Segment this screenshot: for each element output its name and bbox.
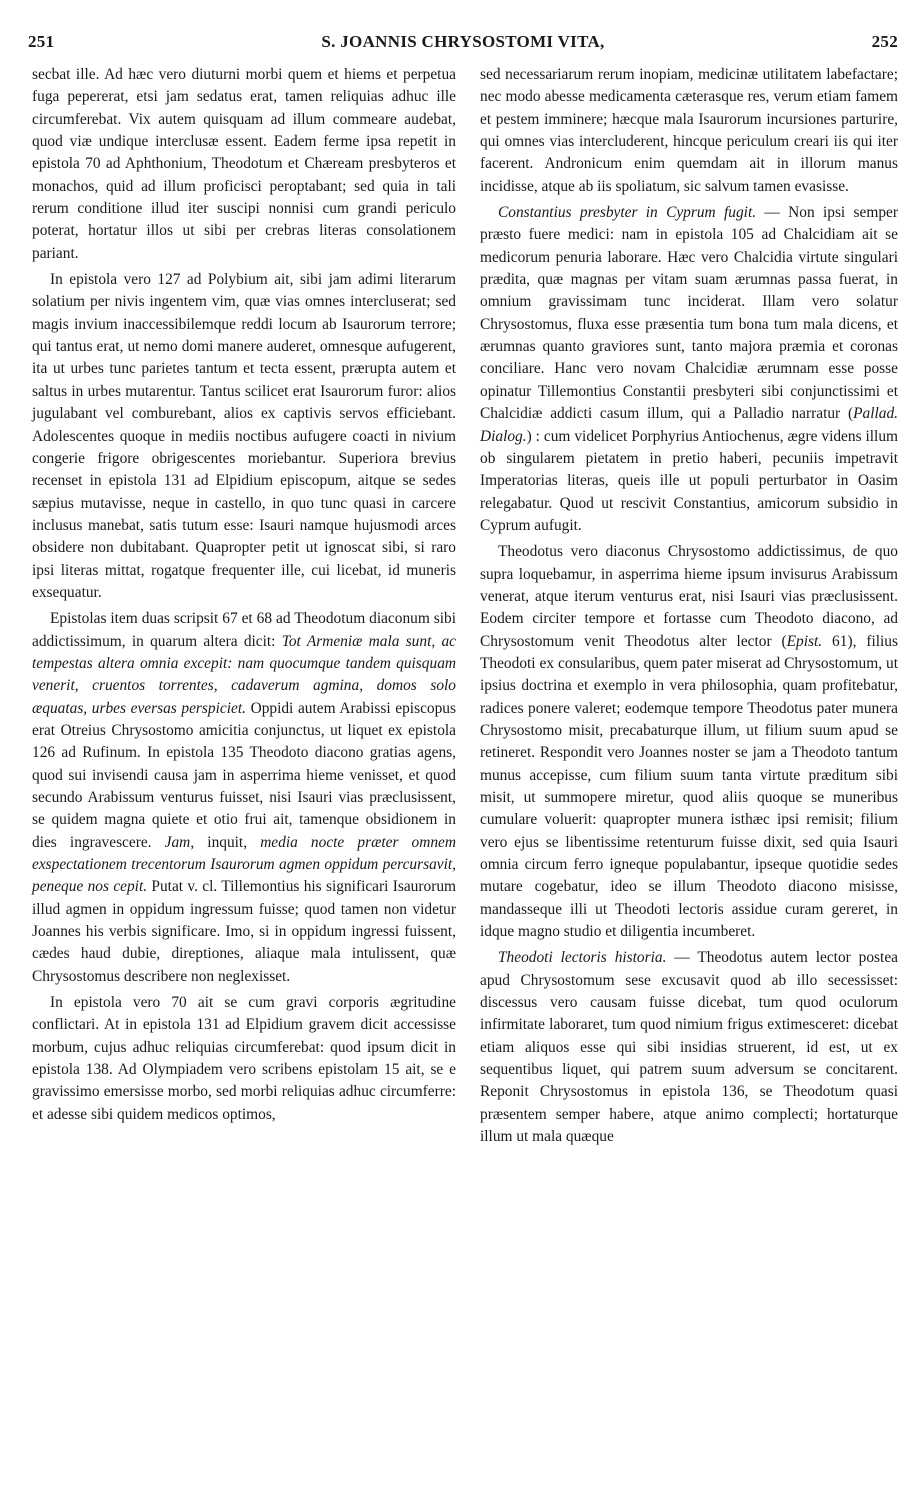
running-title: S. JOANNIS CHRYSOSTOMI VITA,	[321, 32, 605, 51]
right-column	[480, 64, 898, 1149]
paragraph	[480, 947, 898, 1148]
paragraph: In epistola vero 70 ait se cum gravi corporis ægritudine conflictari. At in epistola 131 ad Elpidium gravem dicit accessisse morbum, cujus adhuc reliquias circumferebat: quod ipsum dicit in epistola 138. Ad Olympiadem vero scribens epistolam 15 ait, se e gravissimo emersisse morbo, sed morbi reliquias adhuc circumferre: et adesse sibi quidem medicos optimos,	[32, 994, 456, 1123]
text-run: , inquit,	[190, 833, 261, 851]
text-run: Putat v. cl. Tillemontius his significari Isaurorum illud agmen in oppidum ingressum fuisse; quod tamen non videtur Joannes his verbis significare. Imo, si in oppidum ingressi fuissent, cædes haud dubie, direptiones, aliaque mala intulissent, quæ Chrysostomus describere non neglexisset.	[32, 878, 456, 985]
text-run: Oppidi autem Arabissi episcopus erat Otreius Chrysostomo amicitia conjunctus, ut liquet ex epistola 126 ad Rufinum. In epistola 135 Theodoto diacono gratias agens, quod sui invisendi causa jam in asperrima hieme venisset, et quod secundo Arabissum venturus fuisset, nisi Isauri vias præclusissent, se quidem magna quiete et otio frui ait, tamenque obsidionem in dies ingravescere.	[32, 699, 456, 851]
text-run: ) : cum videlicet Porphyrius Antiochenus, ægre videns illum ob singularem pietatem in pretio haberi, pecuniis impetravit Imperatorias literas, queis ille ut populi perturbator in Oasim relegabatur. Quod ut rescivit Constantius, amicorum subsidio in Cyprum aufugit.	[480, 427, 898, 534]
page-number-right: 252	[871, 32, 898, 51]
text-run: — Non ipsi semper præsto fuere medici: nam in epistola 105 ad Chalcidiam ait se medicorum penuria laborare. Hæc vero Chalcidia virtute singulari prædita, quæ magnas per vitam suam ærumnas passa fuerat, in omnium gravissimam tunc inciderat. Illam vero solatur Chrysostomus, fluxa esse præsentia tum bona tum mala dicens, et ærumnas quanto graviores sunt, tanto majora præmia et coronas conciliare. Hanc vero novam Chalcidiæ ærumnam esse posse opinatur Tillemontius Constantii presbyteri sibi conjunctissimi et Chalcidiæ addicti casum illum, qui a Palladio narratur (	[480, 204, 898, 423]
section-heading: Constantius presbyter in Cyprum fugit.	[498, 204, 757, 222]
text-run: Epistolas item duas scripsit 67 et 68 ad Theodotum diaconum sibi addictissimum, in quarum altera dicit:	[32, 610, 456, 650]
text-run: Theodotus vero diaconus Chrysostomo addictissimus, de quo supra loquebamur, in asperrima hieme ipsum invisurus Arabissum venerat, atque iterum venturus erat, nisi Isauri vias præclusissent. Eodem circiter tempore et fortasse cum Theodoto diacono, ad Chrysostomum venit Theodotus alter lector (	[480, 543, 898, 650]
paragraph: In epistola vero 127 ad Polybium ait, sibi jam adimi literarum solatium per nivis ingentem vim, quæ vias omnes intercluserat; sed magis invium inaccessibilemque reddi locum ab Isaurorum terrore; qui tantus erat, ut nemo domi manere auderet, omnesque aufugerent, ita ut urbes tunc parietes tantum et tecta essent, prærupta autem et saltus in urbes mutarentur. Tantus scilicet erat Isaurorum furor: alios jugulabant vel comburebant, alios ex captivis servos efficiebant. Adolescentes quoque in mediis noctibus aufugere coacti in nivium congerie frigore obrigescentes moriebantur. Superiora brevius recenset in epistola 131 ad Elpidium episcopum, aitque se sedes sæpius mutavisse, neque in castello, in quo tunc quasi in carcere inclusus manebat, satis tutum esse: Isauri namque hujusmodi arces obsidere non dubitabant. Quapropter petit ut ignoscat sibi, si raro ipsi literas mittat, rogatque frequenter ille, cui licebat, id muneris exsequatur.	[32, 271, 456, 601]
text-run: 61), filius Theodoti ex consularibus, quem pater miserat ad Chrysostomum, ut ipsius doctrina et exemplo in vera philosophia, quam profitebatur, radices ponere valeret; eodemque tempore Theodotus pater munera Chrysostomo misit, precabaturque illum, ut filium suum apud se retineret. Respondit vero Joannes noster se jam a Theodoto tantum munus accepisse, cum filium suum tanta virtute præditum sibi misit, ut summopere miretur, quod aliis quoque se muneribus cumulare voluerit: quapropter munera isthæc ipsi remisit; filium vero ejus se libentissime retenturum fuisse dixit, sed quia Isauri omnia circum ferro igneque populabantur, ipseque quotidie sedes mutare cogebatur, ideo se illum Theodoto diacono misisse, mandasseque illi ut Theodoti lectoris assidue curam gereret, in idque magno studio et diligentia incumberet.	[480, 632, 898, 941]
text-run: — Theodotus autem lector postea apud Chrysostomum sese excusavit quod ab illo secessisset: discessus vero causam fuisse dicebat, tum quod oculorum infirmitate laboraret, tum quod nimium frigus extimesceret: dicebat etiam aliquos esse qui sibi insidias struerent, id est, ut ex sequentibus liquet, qui patrem suum adversum se concitarent. Reponit Chrysostomus in epistola 136, se Theodotum quasi præsentem semper habere, atque animo complecti; hortaturque illum ut mala quæque	[480, 949, 898, 1146]
citation: Epist.	[786, 632, 823, 650]
quotation: Jam	[164, 833, 191, 851]
section-heading: Theodoti lectoris historia.	[498, 949, 667, 967]
left-column	[32, 64, 456, 1126]
paragraph: secbat ille. Ad hæc vero diuturni morbi quem et hiems et perpetua fuga pepererat, etsi jam sedatus erat, tamen reliquias adhuc ille circumferebat. Vix autem quisquam ad illum commeare audebat, quod viæ undique interclusæ essent. Eadem ferme ipsa repetit in epistola 70 ad Aphthonium, Theodotum et Chæream presbyteros et monachos, quid ad illum proficisci peroptabant; sed quia in tali rerum conditione illud iter suscipi nonnisi cum grandi periculo poterat, hortatur illos ut sibi per crebras literas consolationem pariant.	[32, 66, 456, 262]
citation: Pallad. Dialog.	[480, 405, 898, 445]
paragraph: sed necessariarum rerum inopiam, medicinæ utilitatem labefactare; nec modo abesse medicamenta cæterasque res, verum etiam famem et pestem imminere; hæcque mala Isaurorum incursiones parturire, qui omnes vias intercluderent, hincque periculum creari iis qui iter facerent. Andronicum enim quemdam ait in illorum manus incidisse, atque ab iis spoliatum, sic salvum tamen evasisse.	[480, 66, 898, 195]
quotation: media nocte præter omnem exspectationem trecentorum Isaurorum agmen oppidum percursavit, peneque nos cepit.	[32, 833, 457, 896]
page-number-left: 251	[28, 32, 55, 51]
paragraph	[32, 608, 456, 988]
paragraph	[480, 541, 898, 943]
quotation: Tot Armeniæ mala sunt, ac tempestas altera omnia excepit: nam quocumque tandem quisquam venerit, cruentos torrentes, cadaverum agmina, domos solo æquatas, urbes eversas perspiciet.	[32, 632, 456, 717]
running-header	[28, 32, 898, 58]
paragraph	[480, 202, 898, 537]
